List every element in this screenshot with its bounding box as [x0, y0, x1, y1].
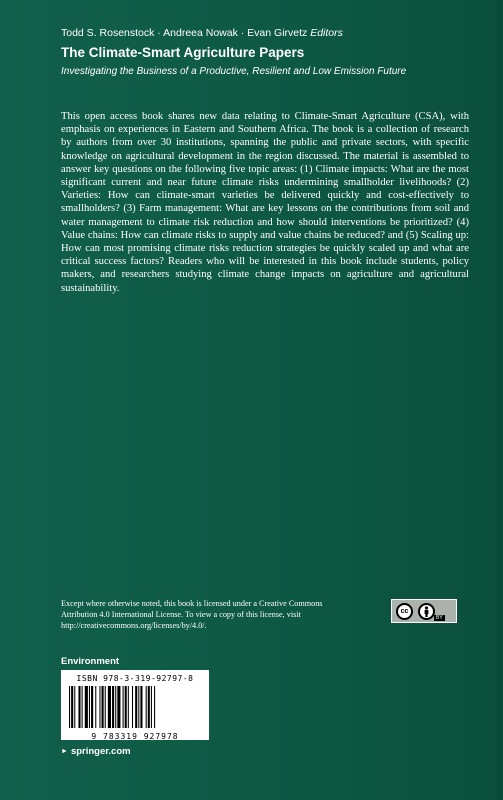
barcode-bar: [117, 686, 120, 728]
attribution-person-icon: [418, 603, 435, 620]
editors-line: [61, 27, 343, 39]
barcode-bar: [148, 686, 150, 728]
barcode-bar: [112, 686, 114, 728]
publisher-link[interactable]: [61, 746, 131, 757]
barcode-bar: [123, 686, 124, 728]
barcode-bar: [135, 686, 137, 728]
barcode-bar: [132, 686, 133, 728]
cc-icon: cc: [396, 603, 413, 620]
by-label: BY: [436, 615, 443, 621]
barcode-bar: [108, 686, 111, 728]
barcode-bar: [154, 686, 155, 728]
isbn-barcode: [61, 670, 209, 740]
barcode-bar: [69, 686, 70, 728]
barcode-bar: [89, 686, 90, 728]
editors-role: Editors: [310, 27, 343, 39]
barcode-bar: [105, 686, 106, 728]
barcode-bar: [95, 686, 96, 728]
barcode-bar: [74, 686, 75, 728]
barcode-bar: [91, 686, 93, 728]
barcode-bars: [67, 686, 203, 728]
arrow-icon: ►: [61, 748, 68, 755]
license-notice: Except where otherwise noted, this book is licensed under a Creative Commons Attribution 4.0 International License. To view a copy of this license, visit http://creativecommons.org/licenses/by/4.0/.: [61, 599, 323, 630]
book-description: This open access book shares new data relating to Climate-Smart Agriculture (CSA), with emphasis on experiences in Eastern and Southern Africa. The book is a collection of research by authors from over 30 institutions, spanning the public and private sectors, with specific knowledge on agricultural development in the region discussed. The material is assembled to answer key questions on the following five topic areas: (1) Climate impacts: What are the most significant current and near future climate risks undermining smallholder livelihoods? (2) Varieties: How can climate-smart varieties be delivered quickly and cost-effectively to smallholders? (3) Farm management: What are key lessons on the contributions from soil and water management to climate risk reduction and how should interventions be prioritized? (4) Value chains: How can climate risks to supply and value chains be reduced? and (5) Scaling up: How can most promising climate risks reduction strategies be quickly scaled up and what are critical success factors? Readers who will be interested in this book include students, policy makers, and researchers studying climate change impacts on agriculture and agricultural sustainability.: [61, 111, 469, 294]
isbn-text: ISBN 978-3-319-92797-8: [76, 674, 194, 683]
barcode-bar: [82, 686, 83, 728]
barcode-bar: [125, 686, 127, 728]
barcode-bar: [99, 686, 100, 728]
ean-digits: 9 783319 927978: [91, 732, 179, 741]
barcode-bar: [85, 686, 88, 728]
book-title: The Climate-Smart Agriculture Papers: [61, 45, 305, 60]
barcode-bar: [138, 686, 139, 728]
editors-names: Todd S. Rosenstock · Andreea Nowak · Evan Girvetz: [61, 27, 308, 39]
barcode-bar: [78, 686, 80, 728]
barcode-bar: [140, 686, 142, 728]
barcode-bar: [146, 686, 147, 728]
cc-by-license-badge: [391, 599, 457, 623]
barcode-bar: [115, 686, 116, 728]
spine-edge: [497, 0, 503, 800]
publisher-url: springer.com: [70, 746, 131, 757]
book-subtitle: Investigating the Business of a Productive, Resilient and Low Emission Future: [61, 66, 407, 77]
subject-category: Environment: [61, 656, 120, 667]
barcode-bar: [102, 686, 104, 728]
barcode-bar: [151, 686, 152, 728]
barcode-bar: [71, 686, 73, 728]
barcode-bar: [128, 686, 129, 728]
